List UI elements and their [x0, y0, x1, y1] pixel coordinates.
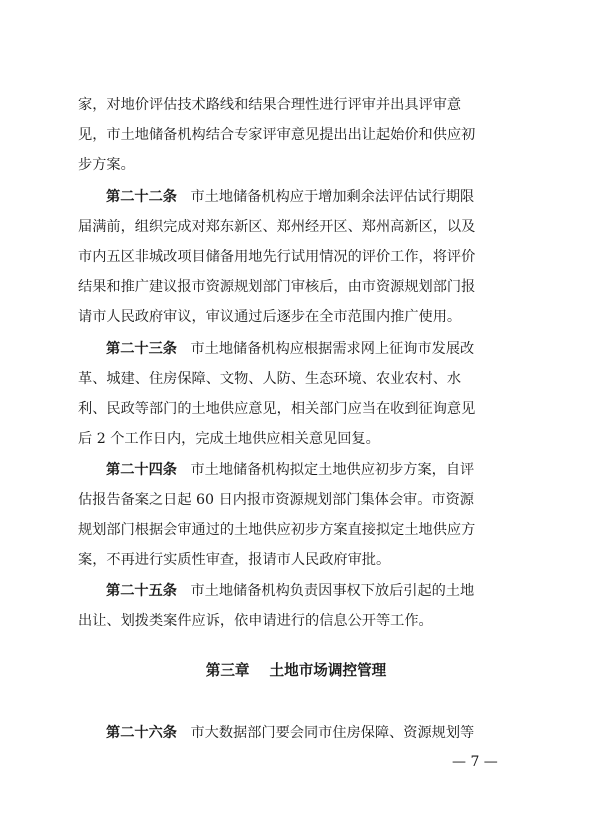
article-text: 市大数据部门要会同市住房保障、资源规划等 [190, 725, 475, 741]
text-line: 家，对地价评估技术路线和结果合理性进行评审并出具评审意 [78, 97, 462, 113]
text-line: 案，不再进行实质性审查，报请市人民政府审批。 [78, 552, 391, 568]
text-line: 出让、划拨类案件应诉，依申请进行的信息公开等工作。 [78, 613, 433, 629]
article-heading: 第二十五条 [106, 583, 177, 599]
text-line: 结果和推广建议报市资源规划部门审核后，由市资源规划部门报 [78, 279, 476, 295]
article-text: 市土地储备机构负责因事权下放后引起的土地 [190, 583, 475, 599]
article-heading: 第二十四条 [106, 462, 177, 478]
page-number: — 7 — [452, 754, 498, 770]
article-text: 市土地储备机构应于增加剩余法评估试行期限 [190, 189, 475, 205]
text-line: 规划部门根据会审通过的土地供应初步方案直接拟定土地供应方 [78, 522, 476, 538]
article-heading: 第二十二条 [106, 189, 177, 205]
article-26-line [106, 718, 474, 748]
chapter-title: 土地市场调控管理 [269, 662, 387, 679]
text-line: 市内五区非城改项目储备用地先行试用情况的评价工作，将评价 [78, 249, 476, 265]
article-text: 市土地储备机构拟定土地供应初步方案，自评 [190, 462, 475, 478]
article-heading: 第二十六条 [106, 725, 177, 741]
text-line: 估报告备案之日起 60 日内报市资源规划部门集体会审。市资源 [78, 492, 474, 508]
text-line: 届满前，组织完成对郑东新区、郑州经开区、郑州高新区，以及 [78, 219, 476, 235]
chapter-heading [0, 656, 592, 686]
text-line: 步方案。 [78, 157, 135, 173]
text-line: 革、城建、住房保障、文物、人防、生态环境、农业农村、水 [78, 371, 462, 387]
article-text: 市土地储备机构应根据需求网上征询市发展改 [190, 341, 475, 357]
article-23-line [106, 334, 474, 364]
chapter-number: 第三章 [205, 662, 250, 679]
article-22-line [106, 182, 474, 212]
article-25-line [106, 576, 474, 606]
text-line: 后 2 个工作日内，完成土地供应相关意见回复。 [78, 431, 380, 447]
text-line: 利、民政等部门的土地供应意见，相关部门应当在收到征询意见 [78, 401, 476, 417]
text-line: 见，市土地储备机构结合专家评审意见提出出让起始价和供应初 [78, 127, 476, 143]
article-heading: 第二十三条 [106, 341, 177, 357]
text-line: 请市人民政府审议，审议通过后逐步在全市范围内推广使用。 [78, 309, 462, 325]
article-24-line [106, 455, 474, 485]
